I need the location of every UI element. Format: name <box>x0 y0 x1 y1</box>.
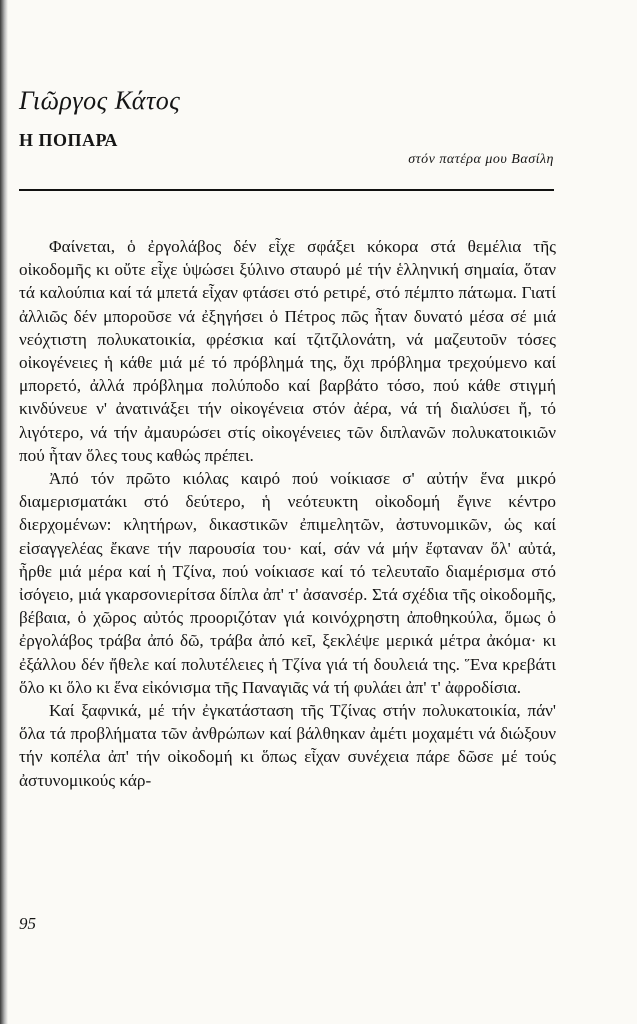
title-rule <box>19 189 554 191</box>
author-name: Γιῶργος Κάτος <box>19 86 181 115</box>
story-body <box>19 235 556 792</box>
paragraph-1: Φαίνεται, ὁ ἐργολάβος δέν εἶχε σφάξει κόκορα στά θεμέλια τῆς οἰκοδομῆς κι οὔτε εἶχε ὑψώσει ξύλινο σταυρό μέ τήν ἑλληνική σημαία, ὅταν τά καλούπια καί τά μπετά εἶχαν φτάσει στό ρετιρέ, στό πέμπτο πάτωμα. Γιατί ἀλλιῶς δέν μποροῦσε νά ἐξηγήσει ὁ Πέτρος πῶς ἦταν δυνατό μέσα σέ μιά νεόχτιστη πολυκατοικία, φρέσκια καί τζιτζιλονάτη, νά μαζευτοῦν τόσες οἰκογένειες ἡ κάθε μιά μέ τό πρόβλημά της, ὄχι πρόβλημα τρεχούμενο καί μπορετό, ἀλλά πρόβλημα πολύποδο καί βαρβάτο τόσο, πού κάθε στιγμή κινδύνευε ν' ἀνατινάξει τήν οἰκογένεια στόν ἀέρα, νά τή διαλύσει ἤ, τό λιγότερο, νά τήν ἀμαυρώσει στίς οἰκογένειες τῶν διπλανῶν πολυκατοικιῶν πού ἦταν ὅλες τους καθώς πρέπει. <box>19 237 556 465</box>
page-binding-edge <box>0 0 8 1024</box>
story-title: Η ΠΟΠΑΡΑ <box>19 130 118 150</box>
paragraph-2: Ἀπό τόν πρῶτο κιόλας καιρό πού νοίκιασε σ' αὐτήν ἕνα μικρό διαμερισματάκι στό δεύτερο, ἡ νεότευκτη οἰκοδομή ἔγινε κέντρο διερχομένων: κλητήρων, δικαστικῶν ἐπιμελητῶν, ἀστυνομικῶν, ὡς καί εἰσαγγελέας ἔκανε τήν παρουσία του· καί, σάν νά μήν ἔφταναν ὅλ' αὐτά, ἦρθε μιά μέρα καί ἡ Τζίνα, πού νοίκιασε καί τό τελευταῖο διαμέρισμα στό ἰσόγειο, μιά γκαρσονιερίτσα δίπλα ἀπ' τ' ἀσανσέρ. Στά σχέδια τῆς οἰκοδομῆς, βέβαια, ὁ χῶρος αὐτός προοριζόταν γιά κοινόχρηστη ἀποθηκούλα, ὅμως ὁ ἐργολάβος τράβα ἀπό δῶ, τράβα ἀπό κεῖ, ξεκλέψε μερικά μέτρα ἀκόμα· κι ἐξάλλου δέν ἤθελε καί πολυτέλειες ἡ Τζίνα γιά τή δουλειά της. Ἕνα κρεβάτι ὅλο κι ὅλο κι ἕνα εἰκόνισμα τῆς Παναγιᾶς νά τή φυλάει ἀπ' τ' ἀφροδίσια. <box>19 469 556 697</box>
page-number: 95 <box>19 914 36 933</box>
paragraph-3: Καί ξαφνικά, μέ τήν ἐγκατάσταση τῆς Τζίνας στήν πολυκατοικία, πάν' ὅλα τά προβλήματα τῶν ἀνθρώπων καί βάλθηκαν ἀμέτι μοχαμέτι νά διώξουν τήν κοπέλα ἀπ' τήν οἰκοδομή κι ὅπως εἶχαν συνέχεια πάρε δῶσε μέ τούς ἀστυνομικούς κάρ- <box>19 701 556 790</box>
dedication: στόν πατέρα μου Βασίλη <box>408 152 554 167</box>
